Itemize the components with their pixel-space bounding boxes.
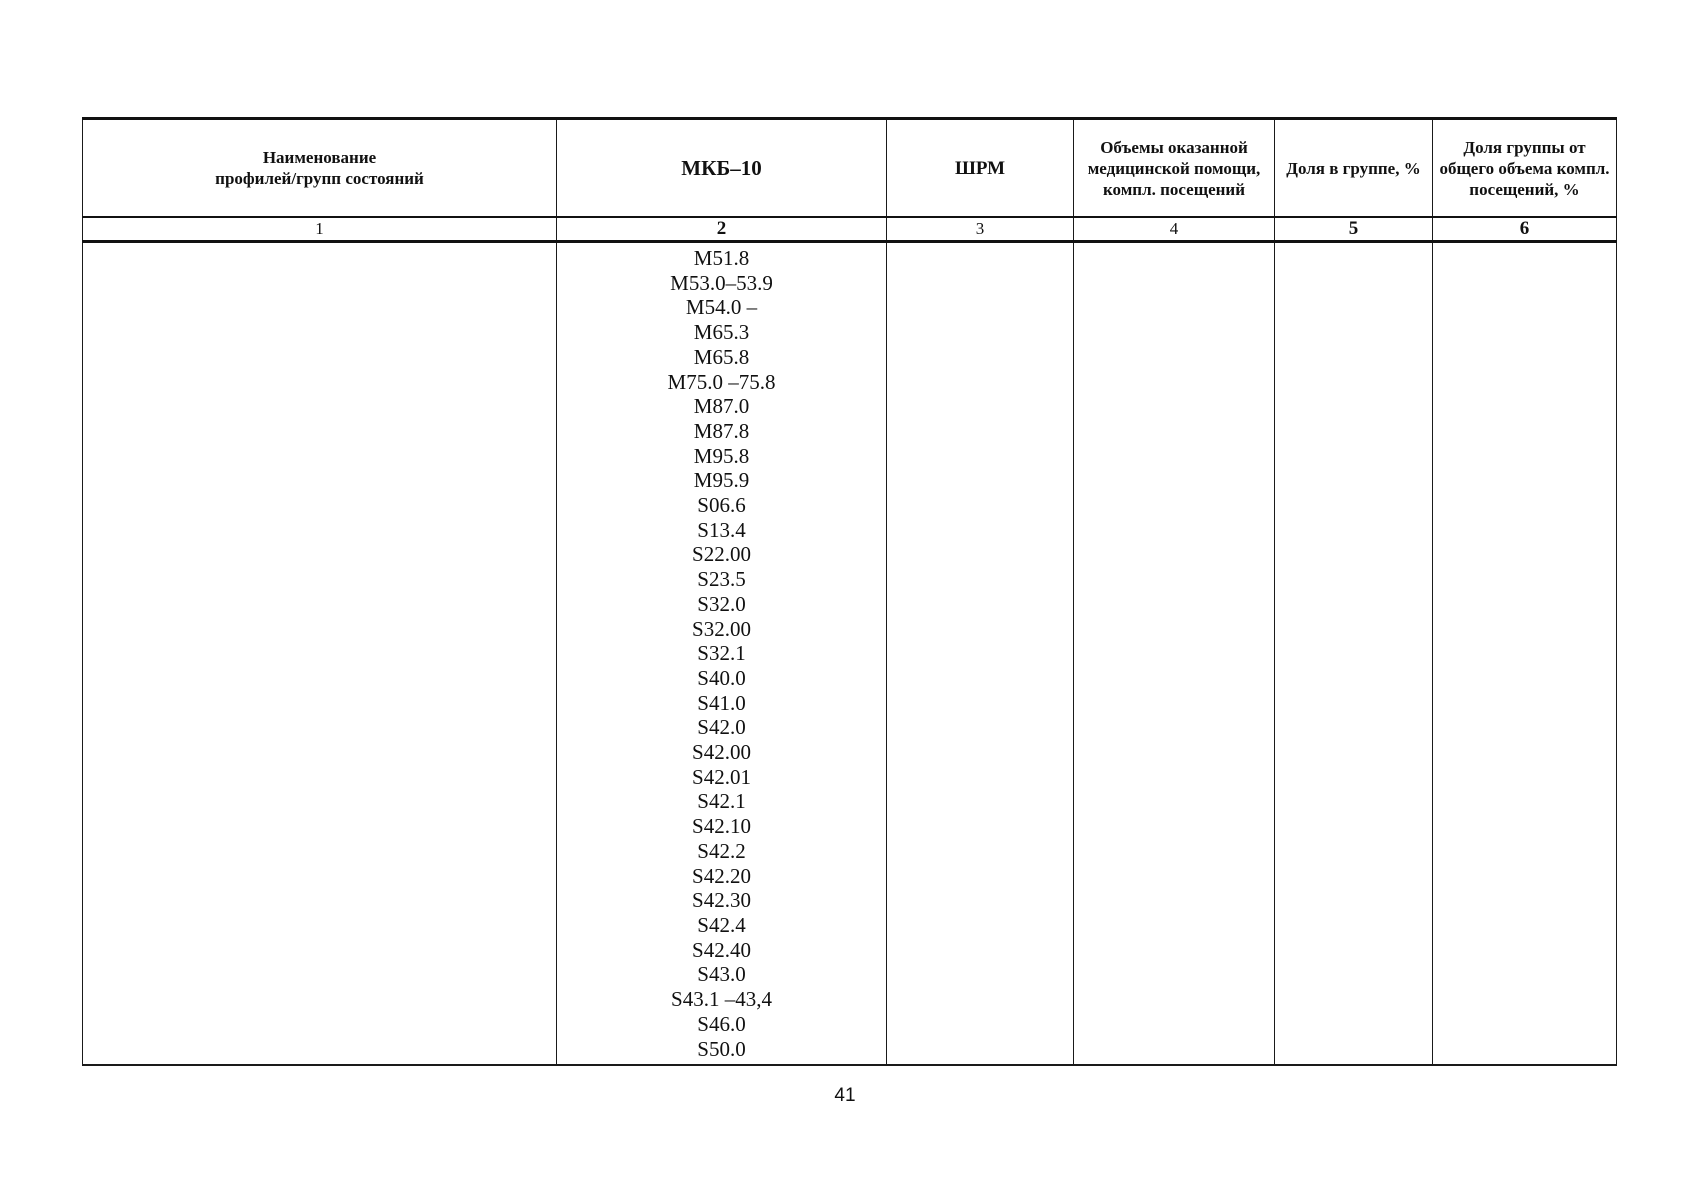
mkb10-code-item: S42.30 — [692, 888, 751, 913]
header-volume: Объемы оказанной медицинской помощи, компл. посещений — [1074, 119, 1275, 218]
mkb10-code-item: S40.0 — [697, 665, 746, 690]
header-profile-name: Наименование профилей/групп состояний — [83, 119, 557, 218]
mkb10-code-item: S42.10 — [692, 814, 751, 839]
mkb10-code-item: S22.00 — [692, 542, 751, 567]
mkb10-code-item: M87.0 — [693, 394, 750, 419]
mkb10-code-item: S32.1 — [697, 641, 746, 666]
mkb10-code-item: S43.0 — [697, 962, 746, 987]
mkb10-code-item: M51.8 — [693, 246, 750, 270]
mkb10-code-item: S42.1 — [697, 789, 746, 814]
mkb10-code-item: M95.9 — [693, 468, 750, 493]
cell-volume — [1074, 242, 1275, 1066]
column-number-2: 2 — [557, 217, 887, 242]
mkb10-code-item: S32.00 — [692, 616, 751, 641]
mkb10-code-item: S46.0 — [697, 1011, 746, 1036]
mkb10-code-list — [559, 246, 884, 1061]
header-share-in-group: Доля в группе, % — [1275, 119, 1433, 218]
column-number-6: 6 — [1433, 217, 1617, 242]
mkb10-code-item: S42.4 — [697, 912, 746, 937]
column-number-1: 1 — [83, 217, 557, 242]
mkb10-code-item: S42.00 — [692, 740, 751, 765]
column-number-4: 4 — [1074, 217, 1275, 242]
cell-mkb10-codes — [557, 242, 887, 1066]
mkb10-code-item: M95.8 — [693, 443, 750, 468]
mkb10-code-item: M87.8 — [693, 418, 750, 443]
table-header-row — [83, 119, 1617, 218]
mkb10-code-item: M53.0–53.9 — [670, 270, 773, 295]
mkb10-code-item: S42.01 — [692, 764, 751, 789]
table-row — [83, 242, 1617, 1066]
column-number-3: 3 — [887, 217, 1074, 242]
mkb10-code-item: M65.3 — [693, 320, 750, 345]
cell-shrm — [887, 242, 1074, 1066]
header-mkb10: МКБ–10 — [557, 119, 887, 218]
mkb10-code-item: S42.40 — [692, 937, 751, 962]
mkb10-code-item: S41.0 — [697, 690, 746, 715]
cell-profile-name — [83, 242, 557, 1066]
mkb10-code-item: M75.0 –75.8 — [667, 369, 776, 394]
cell-share-in-group — [1275, 242, 1433, 1066]
column-number-row — [83, 217, 1617, 242]
mkb10-code-item: S13.4 — [697, 517, 746, 542]
mkb10-code-item: S42.2 — [697, 838, 746, 863]
mkb10-code-item: M54.0 – — [685, 295, 758, 320]
cell-group-share-total — [1433, 242, 1617, 1066]
header-group-share-total: Доля группы от общего объема компл. посещений, % — [1433, 119, 1617, 218]
page-number: 41 — [834, 1085, 856, 1106]
mkb10-code-item: M65.8 — [693, 344, 750, 369]
mkb10-code-item: S06.6 — [697, 493, 746, 518]
column-number-5: 5 — [1275, 217, 1433, 242]
mkb10-code-item: S42.20 — [692, 863, 751, 888]
mkb10-code-item: S43.1 –43,4 — [671, 987, 772, 1012]
mkb10-code-item: S42.0 — [697, 715, 746, 740]
mkb10-code-item: S50.0 — [697, 1036, 746, 1061]
icd10-profile-table — [82, 117, 1617, 1066]
table-container — [82, 117, 1616, 1066]
mkb10-code-item: S32.0 — [697, 591, 746, 616]
header-shrm: ШРМ — [887, 119, 1074, 218]
mkb10-code-item: S23.5 — [697, 567, 746, 592]
